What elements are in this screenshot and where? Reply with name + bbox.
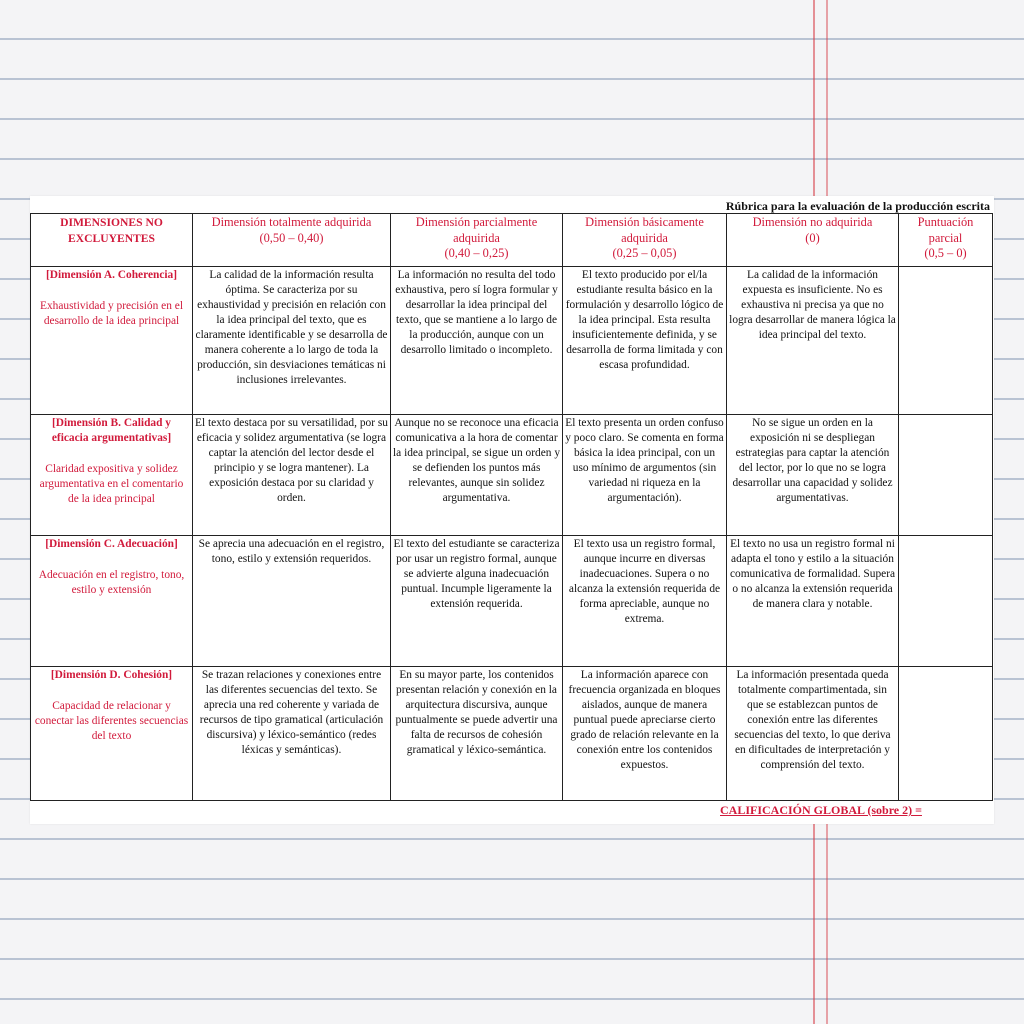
dimension-description: Claridad expositiva y solidez argumentativa en el comentario de la idea principal	[39, 463, 184, 505]
dimension-cell	[31, 415, 193, 536]
header-level-2-range: (0,40 – 0,25)	[444, 246, 509, 260]
rubric-sheet	[30, 196, 994, 824]
dimension-description: Exhaustividad y precisión en el desarrollo de la idea principal	[40, 300, 183, 327]
header-score-range: (0,5 – 0)	[924, 246, 967, 260]
score-cell[interactable]	[899, 415, 993, 536]
score-cell[interactable]	[899, 267, 993, 415]
criterion-cell: El texto del estudiante se caracteriza por usar un registro formal, aunque se advierte alguna inadecuación puntual. Incumple ligeramente la extensión requerida.	[391, 536, 563, 667]
rubric-table	[30, 213, 993, 801]
dimension-cell	[31, 667, 193, 801]
dimension-title: [Dimensión D. Cohesión]	[50, 669, 173, 681]
header-score-label: Puntuación parcial	[917, 215, 974, 245]
header-level-3-label: Dimensión básicamente adquirida	[585, 215, 704, 245]
header-level-1-label: Dimensión totalmente adquirida	[211, 215, 372, 229]
criterion-cell: El texto presenta un orden confuso y poco claro. Se comenta en forma básica la idea principal, con un uso mínimo de argumentos (sin variedad ni riqueza en la argumentación).	[563, 415, 727, 536]
rubric-title: Rúbrica para la evaluación de la producción escrita	[725, 199, 990, 213]
header-level-1-range: (0,50 – 0,40)	[259, 230, 324, 245]
criterion-cell: La información aparece con frecuencia organizada en bloques aislados, aunque de manera puntual puede apreciarse cierto grado de relación relevante en la conexión entre los contenidos expuestos.	[563, 667, 727, 801]
header-dimensions: DIMENSIONES NO EXCLUYENTES	[31, 214, 193, 267]
header-score	[899, 214, 993, 267]
header-level-4-range: (0)	[805, 230, 820, 245]
header-level-2	[391, 214, 563, 267]
criterion-cell: El texto no usa un registro formal ni adapta el tono y estilo a la situación comunicativa de formalidad. Supera o no alcanza la extensión requerida de manera clara y notable.	[727, 536, 899, 667]
header-level-2-label: Dimensión parcialmente adquirida	[415, 215, 538, 245]
dimension-title: [Dimensión B. Calidad y eficacia argumentativas]	[51, 417, 172, 444]
header-level-3-range: (0,25 – 0,05)	[612, 246, 677, 260]
criterion-cell: No se sigue un orden en la exposición ni se despliegan estrategias para captar la atención del lector, por lo que no se logra desarrollar una capacidad y solidez argumentativas.	[727, 415, 899, 536]
header-row	[31, 214, 993, 267]
dimension-title: [Dimensión A. Coherencia]	[45, 269, 178, 281]
header-level-3	[563, 214, 727, 267]
criterion-cell: El texto producido por el/la estudiante resulta básico en la formulación y desarrollo lógico de la idea principal. Esta resulta insuficientemente definida, y se desarrolla de forma limitada y con escasa profundidad.	[563, 267, 727, 415]
table-row-coherencia	[31, 267, 993, 415]
table-row-argumentacion	[31, 415, 993, 536]
criterion-cell: La información presentada queda totalmente compartimentada, sin que se establezcan puntos de conexión entre las diferentes secuencias del texto, lo que deriva en dificultades de interpretación y comprensión del texto.	[727, 667, 899, 801]
dimension-cell	[31, 267, 193, 415]
global-score-label: CALIFICACIÓN GLOBAL (sobre 2) =	[720, 803, 922, 817]
criterion-cell: La calidad de la información expuesta es insuficiente. No es exhaustiva ni precisa ya que no logra desarrollar de manera lógica la idea principal del texto.	[727, 267, 899, 415]
criterion-cell: La información no resulta del todo exhaustiva, pero sí logra formular y desarrollar la idea principal del texto, que se mantiene a lo largo de la producción, aunque con un desarrollo limitado o incompleto.	[391, 267, 563, 415]
criterion-cell: Aunque no se reconoce una eficacia comunicativa a la hora de comentar la idea principal, se sigue un orden y se defienden los puntos más relevantes, aunque sin solidez argumentativa.	[391, 415, 563, 536]
criterion-cell: El texto destaca por su versatilidad, por su eficacia y solidez argumentativa (se logra captar la atención del lector desde el principio y se logra mantener). La exposición destaca por su claridad y orden.	[193, 415, 391, 536]
score-cell[interactable]	[899, 667, 993, 801]
dimension-description: Adecuación en el registro, tono, estilo y extensión	[38, 569, 185, 596]
table-row-adecuacion	[31, 536, 993, 667]
header-level-4-label: Dimensión no adquirida	[752, 215, 873, 229]
criterion-cell: Se aprecia una adecuación en el registro, tono, estilo y extensión requeridos.	[193, 536, 391, 667]
criterion-cell: Se trazan relaciones y conexiones entre las diferentes secuencias del texto. Se aprecia una red coherente y variada de recursos de tipo gramatical (articulación discursiva) y léxico-semántico (redes léxicas y semánticas).	[193, 667, 391, 801]
score-cell[interactable]	[899, 536, 993, 667]
criterion-cell: En su mayor parte, los contenidos presentan relación y conexión en la arquitectura discursiva, aunque puntualmente se puede advertir una falta de recursos de cohesión gramatical y léxico-semántica.	[391, 667, 563, 801]
criterion-cell: El texto usa un registro formal, aunque incurre en diversas inadecuaciones. Supera o no alcanza la extensión requerida de forma apreciable, aunque no extrema.	[563, 536, 727, 667]
criterion-cell: La calidad de la información resulta óptima. Se caracteriza por su exhaustividad y precisión en relación con la idea principal del texto, que es claramente identificable y se desarrolla de manera coherente a lo largo de toda la producción, sin desviaciones temáticas ni inclusiones irrelevantes.	[193, 267, 391, 415]
dimension-description: Capacidad de relacionar y conectar las diferentes secuencias del texto	[34, 700, 189, 742]
dimension-cell	[31, 536, 193, 667]
dimension-title: [Dimensión C. Adecuación]	[45, 538, 178, 550]
header-level-1	[193, 214, 391, 267]
header-level-4	[727, 214, 899, 267]
table-row-cohesion	[31, 667, 993, 801]
